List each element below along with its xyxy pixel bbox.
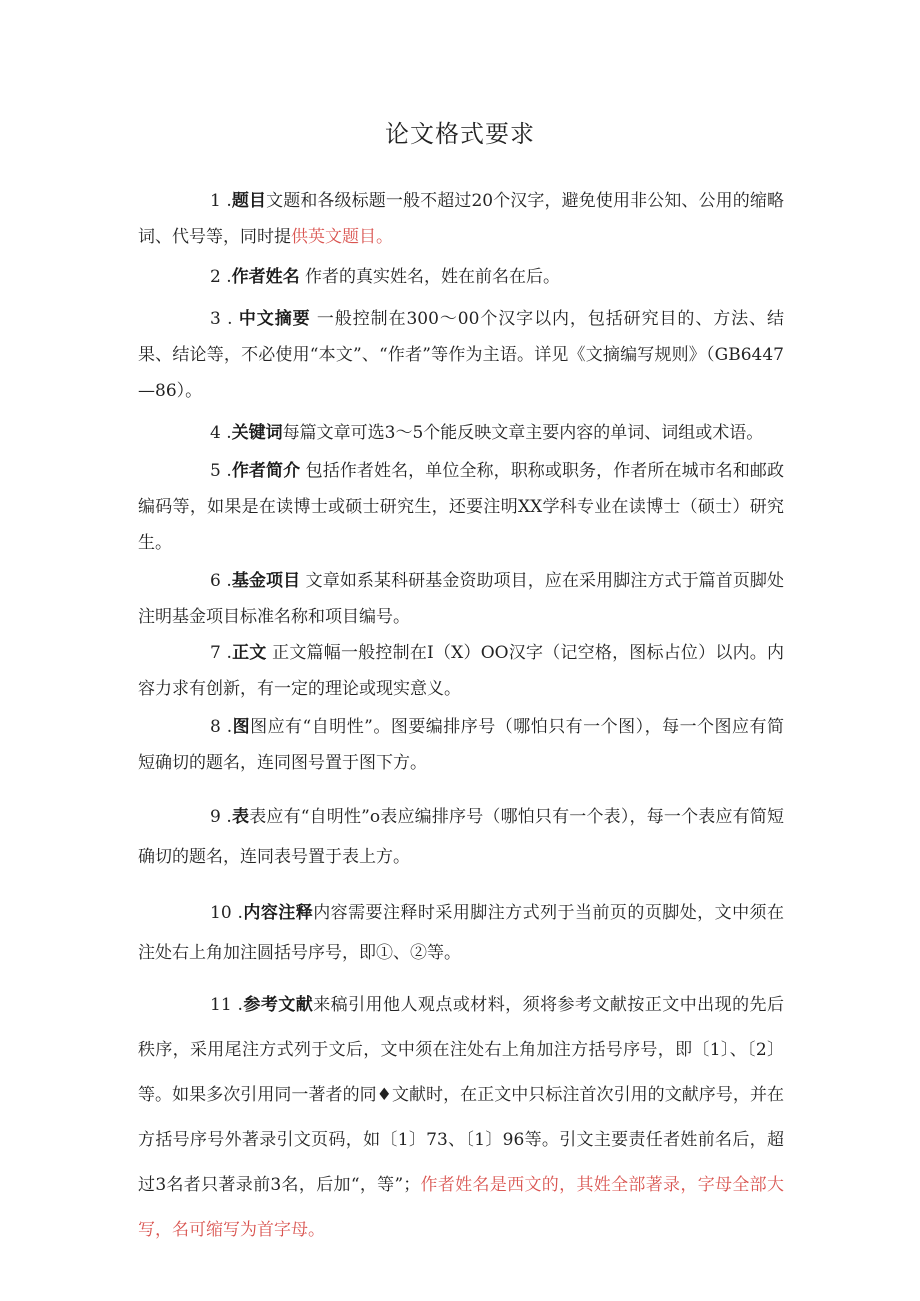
item-heading: 关键词 — [231, 423, 283, 443]
item-text: 正文篇幅一般控制在I（X）OO汉字（记空格，图标占位）以内。内容力求有创新，有一定的理论或现实意义。 — [138, 643, 784, 699]
item-heading: 基金项目 — [231, 571, 301, 591]
item-highlight-text: 供英文题目。 — [291, 227, 393, 247]
item-number: 9 — [210, 807, 221, 827]
item-number: 2 — [210, 267, 221, 287]
item-text: 图应有“自明性”。图要编排序号（哪怕只有一个图），每一个图应有简短确切的题名，连同图号置于图下方。 — [138, 717, 784, 773]
item-number: 5 — [210, 461, 221, 481]
item-text: 表应有“自明性”o表应编排序号（哪怕只有一个表），每一个表应有简短确切的题名，连同表号置于表上方。 — [138, 807, 785, 867]
item-text: 包括作者姓名，单位全称，职称或职务，作者所在城市名和邮政编码等，如果是在读博士或硕士研究生，还要注明XX学科专业在读博士（硕士）研究生。 — [138, 461, 785, 553]
item-text: 来稿引用他人观点或材料，须将参考文献按正文中出现的先后秩序，采用尾注方式列于文后，文中须在注处右上角加注方括号序号，即〔1〕、〔2〕等。如果多次引用同一著者的同♦文献时，在正文中只标注首次引用的文献序号，并在方括号序号外著录引文页码，如〔1〕73、〔1〕96等。引文主要责任者姓前名后，超过3名者只著录前3名，后加“，等”； — [138, 995, 785, 1195]
item-separator: . — [231, 995, 243, 1015]
item-number: 3 — [210, 309, 221, 329]
item-text: 一般控制在300～00个汉字以内，包括研究目的、方法、结果、结论等，不必使用“本文”、“作者”等作为主语。详见《文摘编写规则》（GB6447—86）。 — [138, 309, 785, 401]
list-item — [138, 259, 784, 295]
list-item — [138, 183, 784, 255]
page-title: 论文格式要求 — [385, 120, 535, 148]
item-heading: 题目 — [231, 191, 267, 211]
document-body — [138, 183, 784, 1253]
item-separator: . — [231, 903, 243, 923]
item-number: 6 — [210, 571, 221, 591]
item-heading: 中文摘要 — [238, 309, 311, 329]
item-highlight-text: 作者姓名是西文的，其姓全部著录，字母全部大写，名可缩写为首字母。 — [138, 1175, 785, 1240]
item-separator: . — [220, 267, 232, 287]
item-separator: . — [220, 461, 232, 481]
item-separator: . — [220, 423, 232, 443]
item-heading: 参考文献 — [242, 995, 314, 1015]
list-item — [138, 635, 784, 707]
list-item — [138, 415, 784, 451]
item-number: 4 — [210, 423, 221, 443]
item-number: 8 — [210, 717, 221, 737]
list-item — [138, 983, 784, 1253]
item-text: 文题和各级标题一般不超过20个汉字，避免使用非公知、公用的缩略词、代号等，同时提 — [138, 191, 784, 247]
list-item — [138, 563, 784, 635]
item-separator: . — [220, 309, 239, 329]
item-text: 作者的真实姓名，姓在前名在后。 — [299, 267, 561, 287]
item-heading: 正文 — [231, 643, 267, 663]
item-heading: 作者简介 — [231, 461, 301, 481]
item-separator: . — [220, 571, 232, 591]
list-item — [138, 709, 784, 781]
list-item — [138, 893, 784, 973]
list-item — [138, 797, 784, 877]
list-item — [138, 453, 784, 561]
list-item — [138, 301, 784, 409]
item-text: 每篇文章可选3～5个能反映文章主要内容的单词、词组或术语。 — [282, 423, 764, 443]
item-separator: . — [220, 643, 232, 663]
item-separator: . — [220, 807, 232, 827]
item-text: 文章如系某科研基金资助项目，应在采用脚注方式于篇首页脚处注明基金项目标准名称和项目编号。 — [138, 571, 785, 627]
item-heading: 作者姓名 — [231, 267, 300, 287]
item-text: 内容需要注释时采用脚注方式列于当前页的页脚处，文中须在注处右上角加注圆括号序号，即①、②等。 — [138, 903, 785, 963]
item-number: 10 — [210, 903, 232, 923]
item-heading: 内容注释 — [242, 903, 314, 923]
item-number: 7 — [210, 643, 221, 663]
item-separator: . — [220, 191, 232, 211]
item-number: 11 — [210, 995, 232, 1015]
item-number: 1 — [210, 191, 221, 211]
item-heading: 表 — [231, 807, 250, 827]
item-separator: . — [220, 717, 233, 737]
item-heading: 图 — [232, 717, 251, 737]
